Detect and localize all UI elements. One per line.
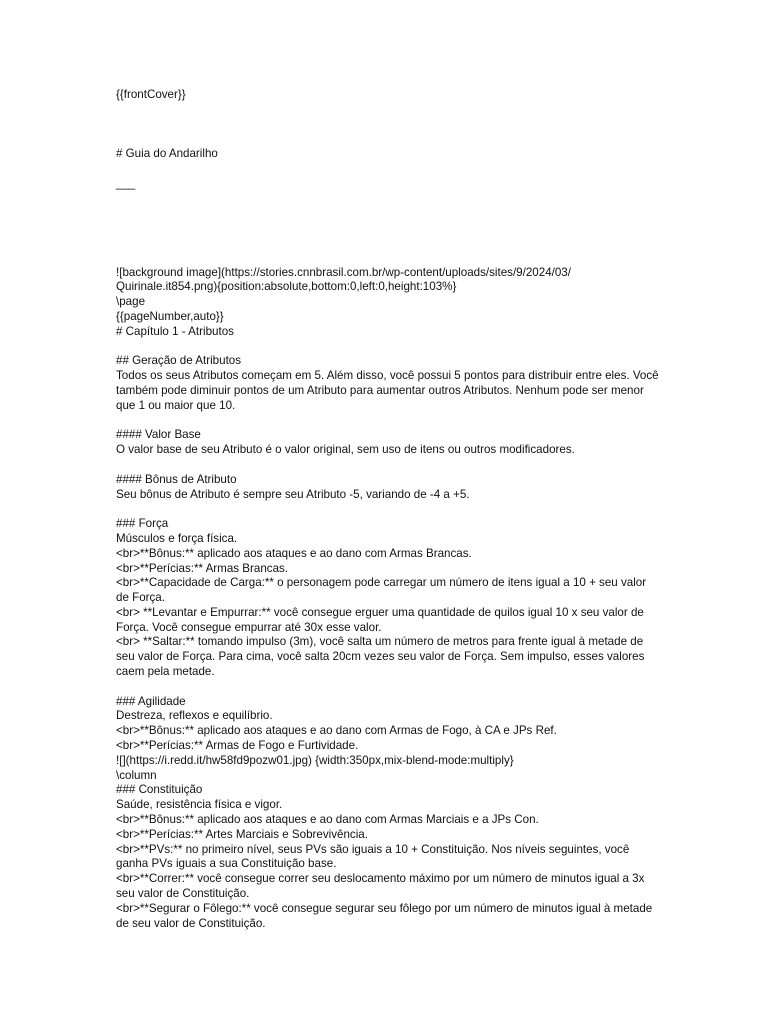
generation-paragraph: Todos os seus Atributos começam em 5. Além disso, você possui 5 pontos para distribuir entre eles. Você também pode diminuir pontos de um Atributo para aumentar outros Atributos. Nenhum pode ser menor que 1 ou maior que 10. bbox=[116, 369, 662, 412]
forca-heading: ### Força bbox=[116, 517, 169, 531]
page-break: \page bbox=[116, 295, 146, 309]
bonus-paragraph: Seu bônus de Atributo é sempre seu Atributo -5, variando de -4 a +5. bbox=[116, 487, 470, 501]
base-value-paragraph: O valor base de seu Atributo é o valor original, sem uso de itens ou outros modificadores. bbox=[116, 443, 575, 457]
constituicao-pericias: <br>**Perícias:** Artes Marciais e Sobrevivência. bbox=[116, 827, 368, 841]
forca-carga: <br>**Capacidade de Carga:** o personagem pode carregar um número de itens igual a 10 + seu valor de Força. bbox=[116, 576, 650, 605]
blank-line bbox=[116, 340, 661, 355]
front-cover-tag: {{frontCover}} bbox=[116, 88, 186, 101]
column-break: \column bbox=[116, 768, 157, 782]
agilidade-heading: ### Agilidade bbox=[116, 694, 186, 708]
constituicao-correr: <br>**Correr:** você consegue correr seu deslocamento máximo por um número de minutos igual a 3x seu valor de Constituição. bbox=[116, 872, 648, 901]
chapter-heading: # Capítulo 1 - Atributos bbox=[116, 324, 234, 338]
constituicao-bonus: <br>**Bônus:** aplicado aos ataques e ao dano com Armas Marciais e a JPs Con. bbox=[116, 813, 539, 827]
generation-heading: ## Geração de Atributos bbox=[116, 354, 242, 368]
blank-line bbox=[116, 221, 661, 236]
document-title: # Guia do Andarilho bbox=[116, 147, 218, 161]
blank-line bbox=[116, 251, 661, 266]
blank-line bbox=[116, 118, 661, 133]
base-value-heading: #### Valor Base bbox=[116, 428, 201, 442]
blank-line bbox=[116, 680, 661, 695]
agilidade-description: Destreza, reflexos e equilíbrio. bbox=[116, 709, 273, 723]
forca-description: Músculos e força física. bbox=[116, 531, 238, 545]
bonus-heading: #### Bônus de Atributo bbox=[116, 472, 237, 486]
blank-line bbox=[116, 414, 661, 429]
blank-line bbox=[116, 192, 661, 207]
blank-line bbox=[116, 502, 661, 517]
constituicao-heading: ### Constituição bbox=[116, 783, 203, 797]
constituicao-pvs: <br>**PVs:** no primeiro nível, seus PVs são iguais a 10 + Constituição. Nos níveis seguintes, você ganha PVs iguais a sua Constituição base. bbox=[116, 842, 633, 871]
constituicao-description: Saúde, resistência física e vigor. bbox=[116, 798, 283, 812]
forca-levantar: <br> **Levantar e Empurrar:** você consegue erguer uma quantidade de quilos igual 10 x seu valor de Força. Você consegue empurrar até 30x esse valor. bbox=[116, 605, 648, 634]
forca-bonus: <br>**Bônus:** aplicado aos ataques e ao dano com Armas Brancas. bbox=[116, 546, 472, 560]
blank-line bbox=[116, 206, 661, 221]
blank-line bbox=[116, 236, 661, 251]
document-page bbox=[116, 88, 661, 931]
background-image-line-1: ![background image](https://stories.cnnbrasil.com.br/wp-content/uploads/sites/9/2024/03/ bbox=[116, 265, 571, 279]
image-markup: ![](https://i.redd.it/hw58fd9pozw01.jpg) {width:350px,mix-blend-mode:multiply} bbox=[116, 753, 514, 767]
forca-saltar: <br> **Saltar:** tomando impulso (3m), você salta um número de metros para frente igual à metade de seu valor de Força. Para cima, você salta 20cm vezes seu valor de Força. Sem impulso, esses valores caem pela metade. bbox=[116, 635, 648, 679]
agilidade-bonus: <br>**Bônus:** aplicado aos ataques e ao dano com Armas de Fogo, à CA e JPs Ref. bbox=[116, 724, 557, 738]
horizontal-rule-markup: ___ bbox=[116, 176, 136, 190]
blank-line bbox=[116, 162, 661, 177]
background-image-line-2: Quirinale.it854.png){position:absolute,bottom:0,left:0,height:103%} bbox=[116, 280, 457, 294]
blank-line bbox=[116, 458, 661, 473]
blank-line bbox=[116, 103, 661, 118]
agilidade-pericias: <br>**Perícias:** Armas de Fogo e Furtividade. bbox=[116, 739, 359, 753]
constituicao-folego: <br>**Segurar o Fôlego:** você consegue segurar seu fôlego por um número de minutos igual à metade de seu valor de Constituição. bbox=[116, 901, 656, 930]
forca-pericias: <br>**Perícias:** Armas Brancas. bbox=[116, 561, 289, 575]
blank-line bbox=[116, 132, 661, 147]
page-number-tag: {{pageNumber,auto}} bbox=[116, 309, 224, 323]
